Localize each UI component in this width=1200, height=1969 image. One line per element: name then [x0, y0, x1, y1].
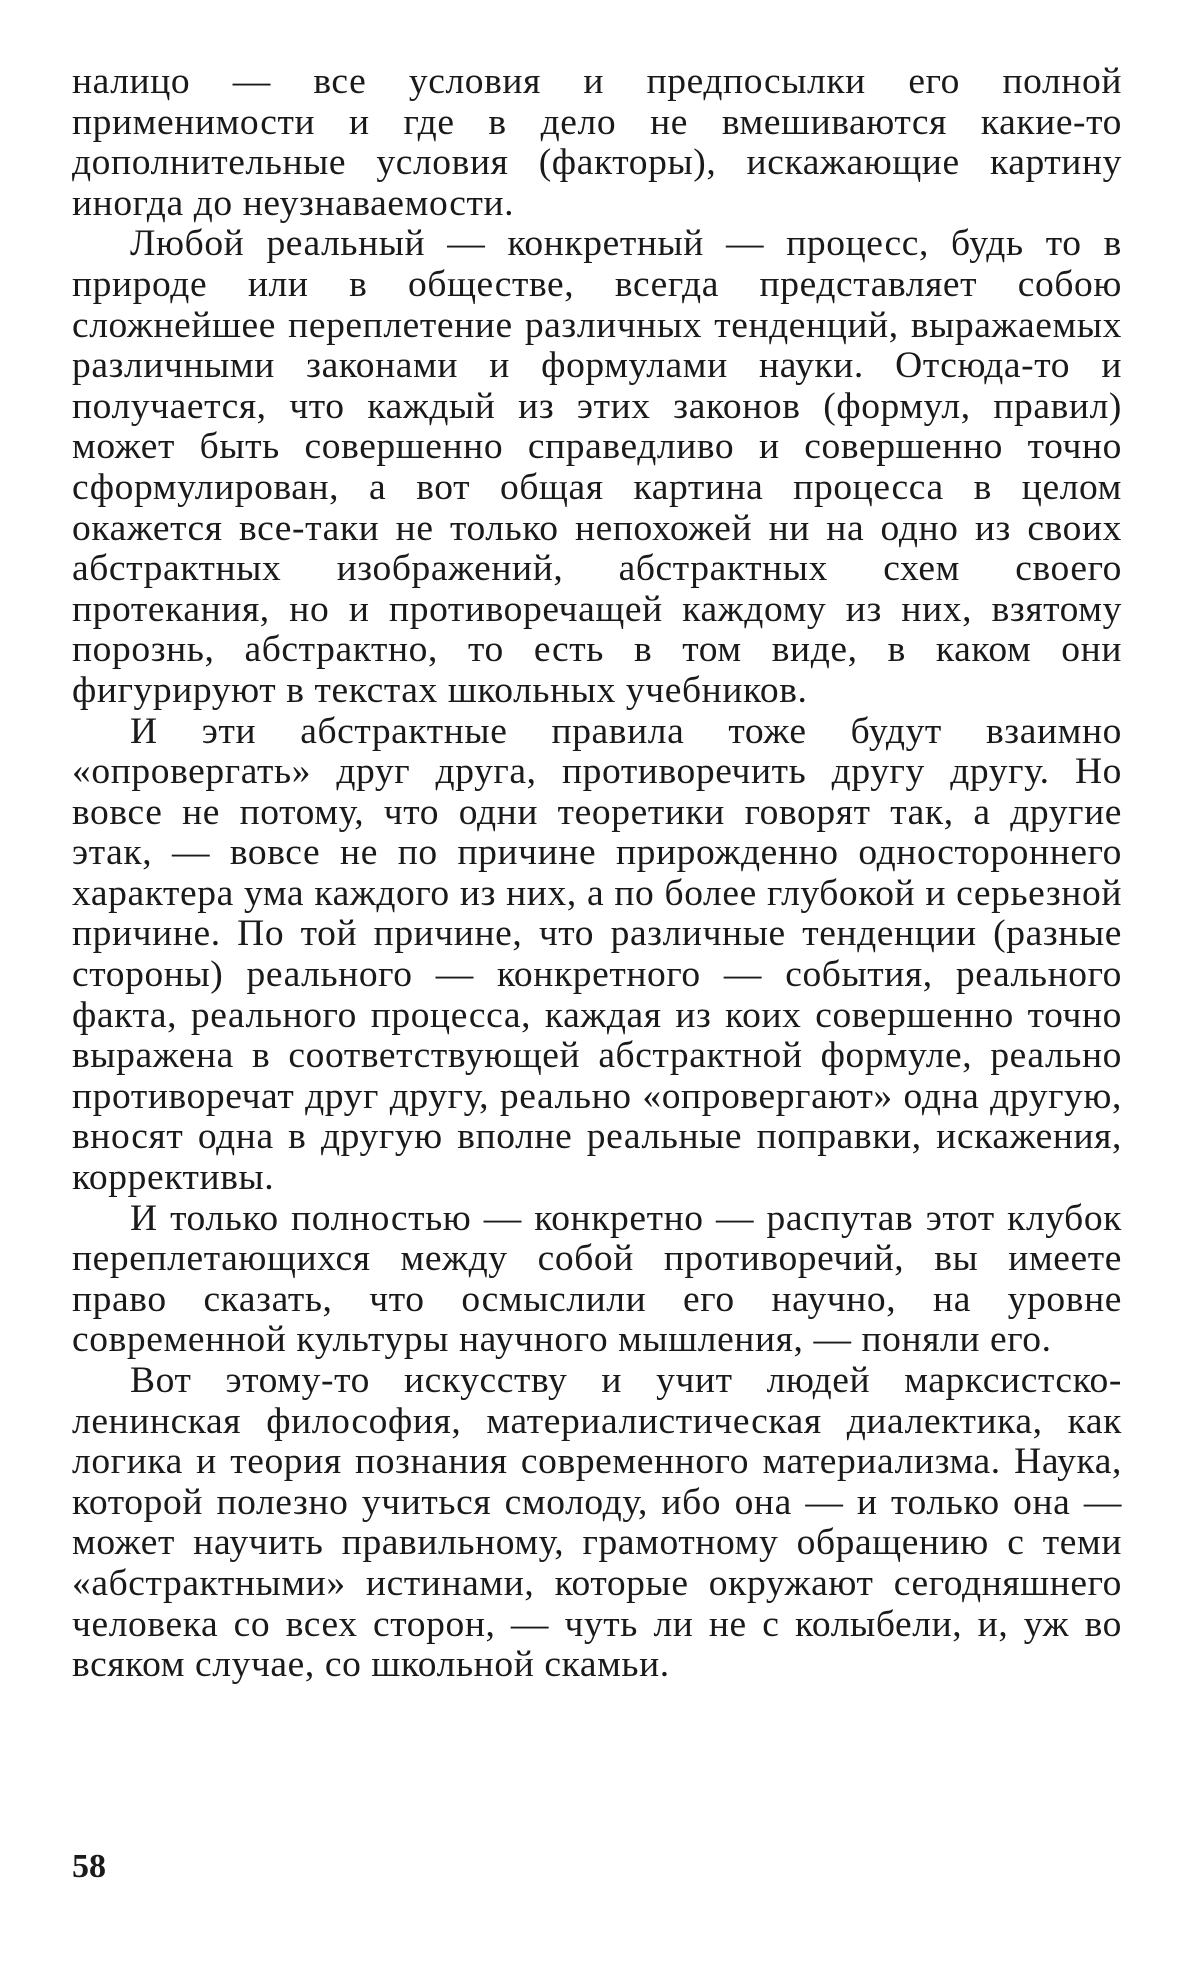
paragraph: Любой реальный — конкретный — процесс, будь то в природе или в обществе, всегда представляет собою сложнейшее переплетение различных тенденций, выражаемых различными законами и формулами науки. Отсюда-то и получается, что каждый из этих законов (формул, правил) может быть совершенно справедливо и совершенно точно сформулирован, а вот общая картина процесса в целом окажется все-таки не только непохожей ни на одно из своих абстрактных изображений, абстрактных схем своего протекания, но и противоречащей каждому из них, взятому порознь, абстрактно, то есть в том виде, в каком они фигурируют в текстах школьных учебников.	[72, 223, 1122, 711]
page-number: 58	[72, 1848, 106, 1885]
paragraph: И эти абстрактные правила тоже будут взаимно «опровергать» друг друга, противоречить другу другу. Но вовсе не потому, что одни теоретики говорят так, а другие этак, — вовсе не по причине прирожденно одностороннего характера ума каждого из них, а по более глубокой и серьезной причине. По той причине, что различные тенденции (разные стороны) реального — конкретного — события, реального факта, реального процесса, каждая из коих совершенно точно выражена в соответствующей абстрактной формуле, реально противоречат друг другу, реально «опровергают» одна другую, вносят одна в другую вполне реальные поправки, искажения, коррективы.	[72, 710, 1122, 1199]
paragraph: Вот этому-то искусству и учит людей марксистско-ленинская философия, материалистическая диалектика, как логика и теория познания современного материализма. Наука, которой полезно учиться смолоду, ибо она — и только она — может научить правильному, грамотному обращению с теми «абстрактными» истинами, которые окружают сегодняшнего человека со всех сторон, — чуть ли не с колыбели, и, уж во всяком случае, со школьной скамьи.	[72, 1360, 1122, 1686]
paragraph: И только полностью — конкретно — распутав этот клубок переплетающихся между собой противоречий, вы имеете право сказать, что осмыслили его научно, на уровне современной культуры научного мышления, — поняли его.	[72, 1197, 1122, 1361]
paragraph-continued: налицо — все условия и предпосылки его полной применимости и где в дело не вмешиваются какие-то дополнительные условия (факторы), искажающие картину иногда до неузнаваемости.	[72, 61, 1122, 224]
body-text	[72, 62, 1122, 1686]
